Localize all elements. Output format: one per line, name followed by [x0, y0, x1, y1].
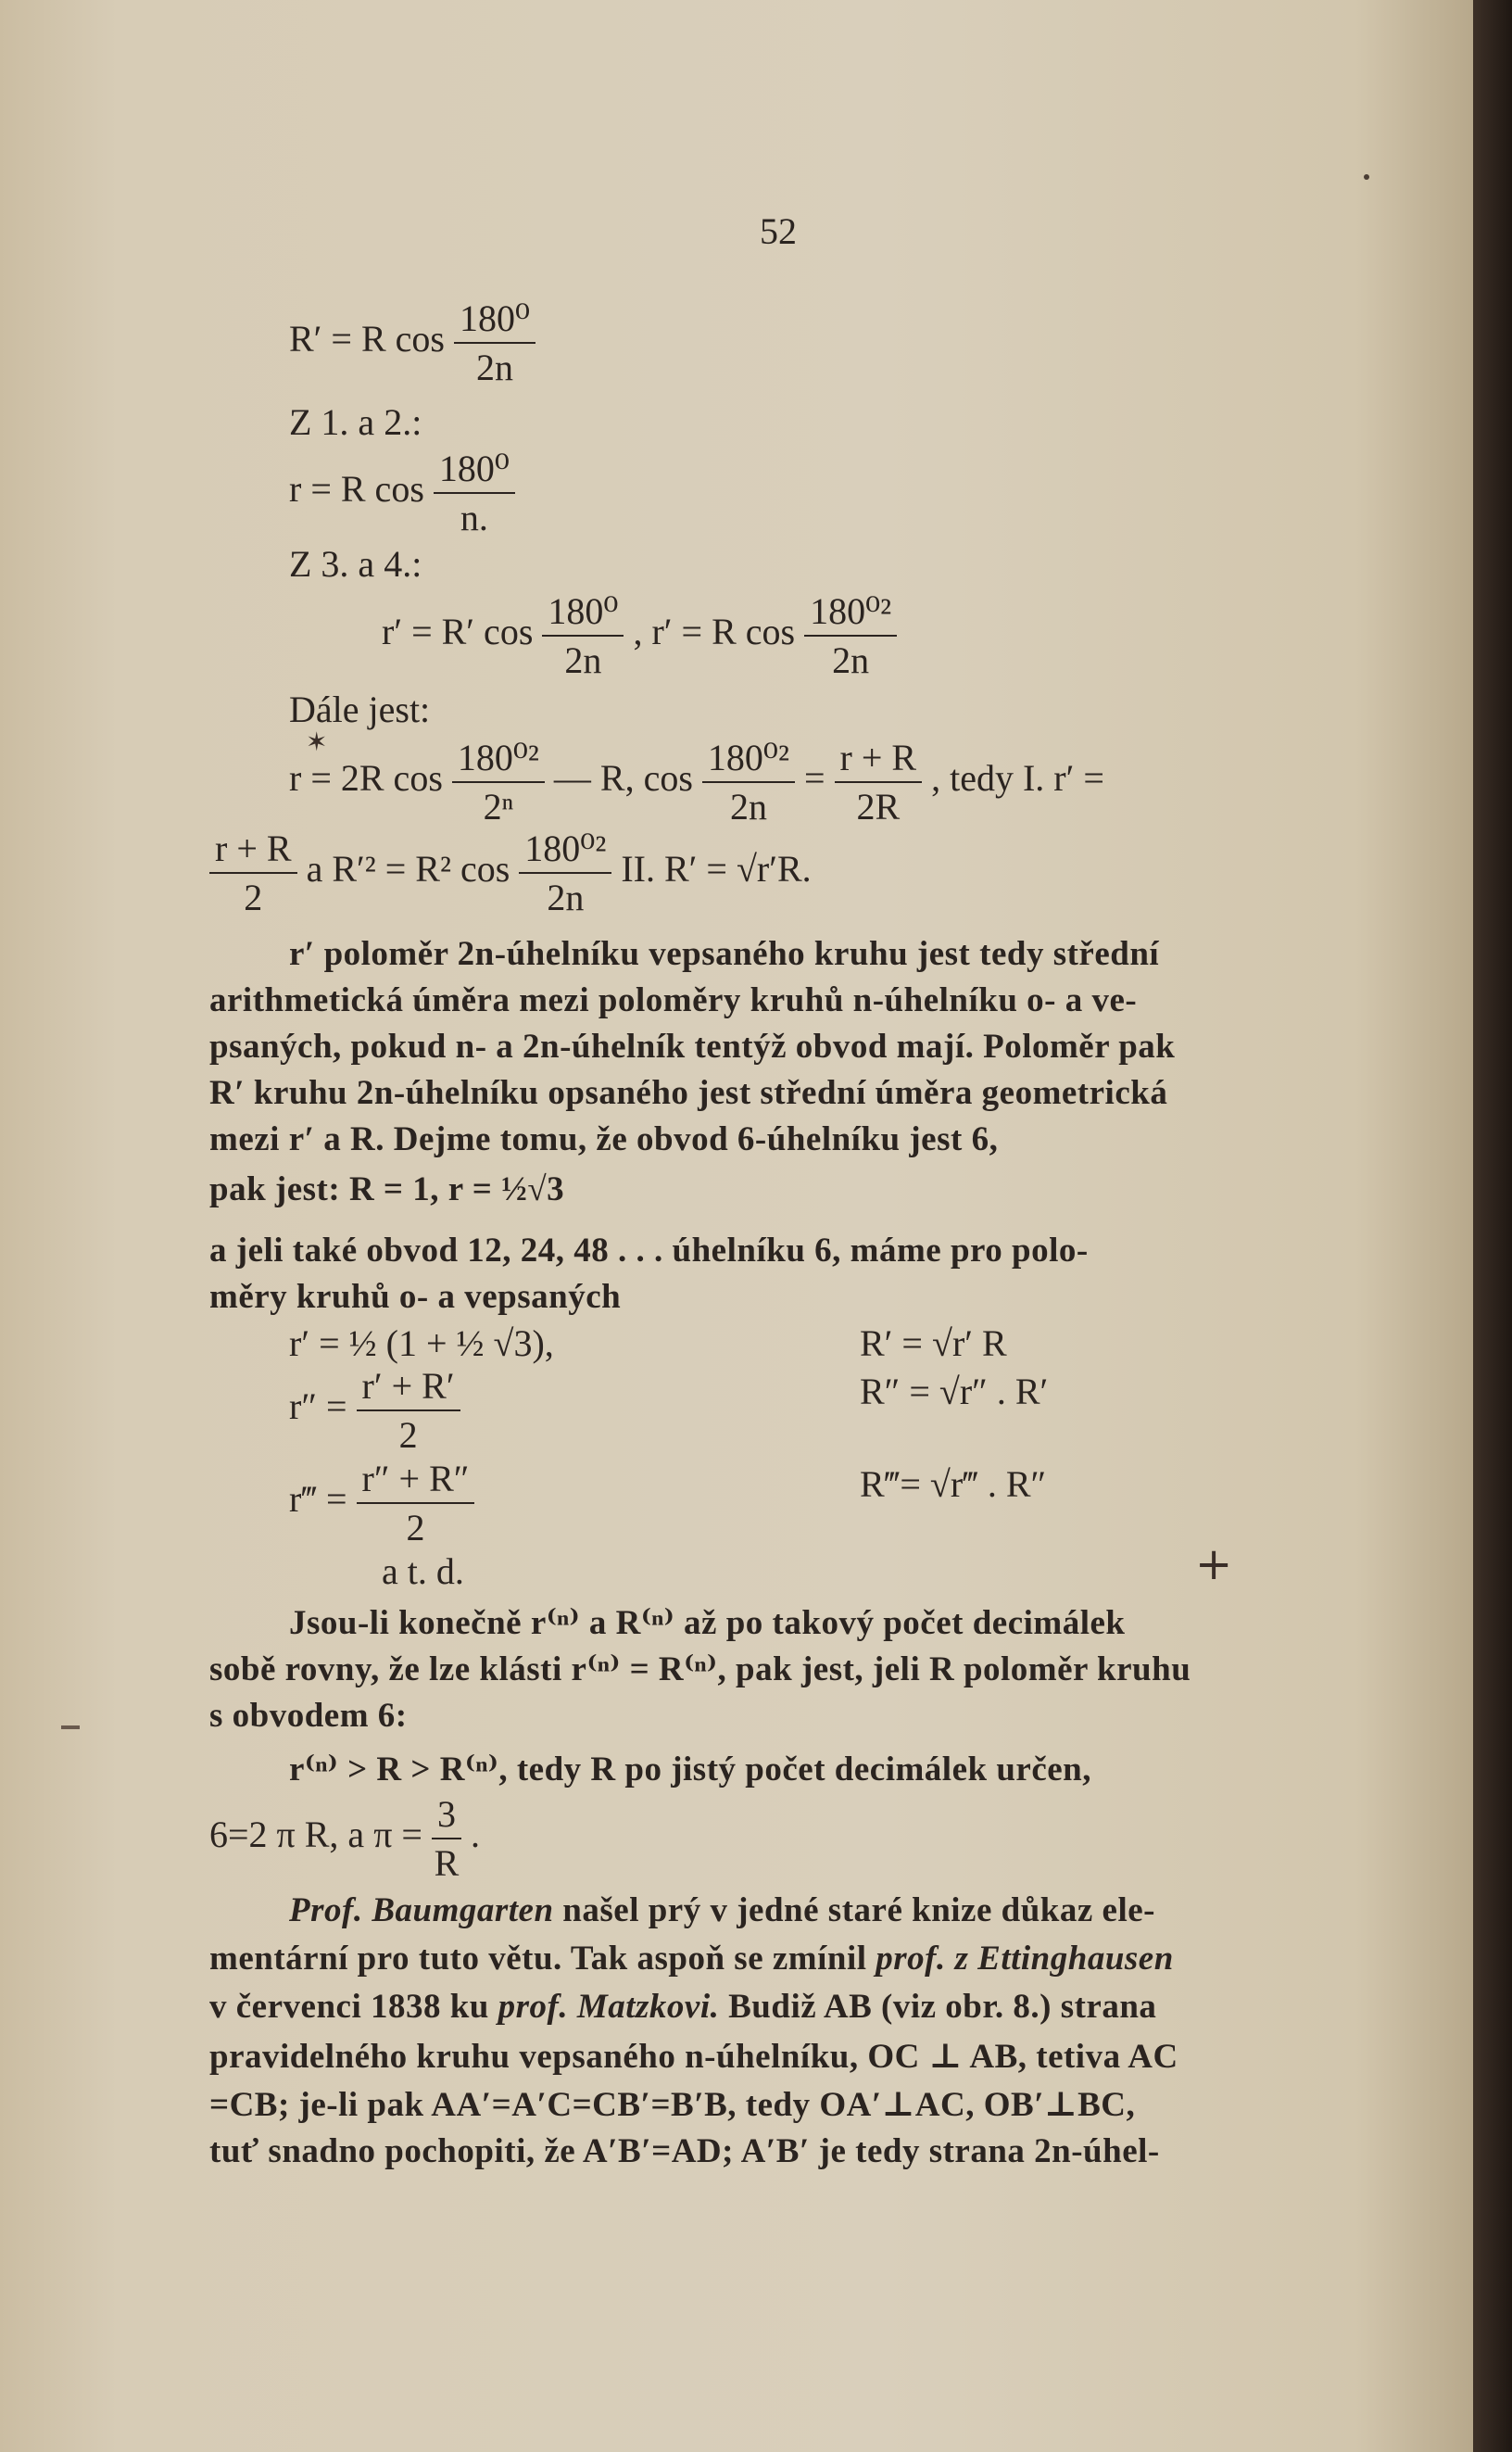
fraction — [702, 736, 795, 828]
text-line — [289, 1890, 1155, 1930]
formula-text: , tedy I. r′ = — [931, 757, 1104, 800]
formula-text: = — [803, 757, 825, 800]
text-line: pak jest: R = 1, r = ½√3 — [209, 1170, 565, 1208]
series-r3 — [289, 1457, 474, 1549]
text-line — [209, 1987, 1156, 2027]
formula-r-prime — [289, 297, 536, 389]
formula-text: 6=2 π R, a π = — [209, 1814, 422, 1856]
fraction-numerator: 180⁰² — [702, 736, 795, 783]
text-line: r′ poloměr 2n-úhelníku vepsaného kruhu jest tedy střední — [289, 935, 1160, 973]
fraction — [357, 1457, 475, 1549]
etc-label: a t. d. — [382, 1550, 464, 1592]
speck-mark — [61, 1725, 80, 1729]
fraction — [542, 589, 624, 682]
fraction-denominator: 2 — [406, 1507, 425, 1548]
formula-r-prime-relations — [382, 589, 897, 682]
text-fragment: mentární pro tuto větu. Tak aspoň se zmínil — [209, 1940, 876, 1978]
text-line: psaných, pokud n- a 2n-úhelník tentýž obvod mají. Poloměr pak — [209, 1028, 1176, 1066]
fraction — [452, 736, 545, 828]
fraction-denominator: 2n — [564, 639, 602, 681]
person-name: Prof. Baumgarten — [289, 1891, 554, 1929]
text-fragment: našel prý v jedné staré knize důkaz ele- — [553, 1891, 1155, 1929]
series-r2 — [289, 1364, 460, 1457]
fraction-denominator: 2n — [729, 786, 767, 828]
text-fragment: v červenci 1838 ku — [209, 1988, 498, 2026]
formula-identity-I — [289, 736, 1104, 828]
fraction-denominator: 2n — [476, 347, 514, 388]
book-spine-edge — [1473, 0, 1512, 2452]
text-line: s obvodem 6: — [209, 1697, 408, 1735]
fraction-numerator: r + R — [209, 827, 297, 874]
person-name: prof. Matzkovi. — [498, 1988, 720, 2026]
fraction — [835, 736, 923, 828]
fraction-denominator: n. — [460, 497, 488, 538]
formula-text: II. R′ = √r′R. — [621, 848, 812, 891]
text-line: Jsou-li konečně r⁽ⁿ⁾ a R⁽ⁿ⁾ až po takový počet decimálek — [289, 1604, 1126, 1642]
fraction — [434, 447, 515, 539]
formula-identity-II — [209, 827, 812, 919]
fraction — [454, 297, 536, 389]
text-line: r⁽ⁿ⁾ > R > R⁽ⁿ⁾, tedy R po jistý počet decimálek určen, — [289, 1751, 1091, 1788]
fraction — [357, 1364, 460, 1457]
fraction-numerator: 180⁰ — [434, 447, 515, 494]
fraction-denominator: 2n — [832, 639, 870, 681]
speck-mark — [1364, 174, 1369, 180]
formula-text: a R′² = R² cos — [306, 848, 510, 891]
text-line: mezi r′ a R. Dejme tomu, že obvod 6-úhelníku jest 6, — [209, 1120, 999, 1158]
fraction-numerator: 180⁰ — [542, 589, 624, 637]
fraction-denominator: 2 — [244, 877, 263, 918]
person-name: prof. z Ettinghausen — [876, 1940, 1174, 1978]
fraction-numerator: r + R — [835, 736, 923, 783]
series-R2: R″ = √r″ . R′ — [860, 1371, 1049, 1412]
fraction-denominator: R — [434, 1842, 460, 1884]
text-line: pravidelného kruhu vepsaného n-úhelníku, OC ⊥ AB, tetiva AC — [209, 2038, 1178, 2076]
fraction-numerator: r′ + R′ — [357, 1364, 460, 1411]
formula-text: r′ = R′ cos — [382, 611, 534, 653]
text-line: =CB; je-li pak AA′=A′C=CB′=B′B, tedy OA′⊥AC, OB′⊥BC, — [209, 2086, 1136, 2124]
asterisk-mark: ✶ — [306, 727, 328, 757]
text-line: arithmetická úměra mezi poloměry kruhů n-úhelníku o- a ve- — [209, 981, 1138, 1019]
text-fragment: Budiž AB (viz obr. 8.) strana — [719, 1988, 1157, 2026]
step-label: Z 1. a 2.: — [289, 401, 422, 443]
formula-text: r″ = — [289, 1385, 347, 1428]
fraction-numerator: 180⁰² — [452, 736, 545, 783]
series-R1: R′ = √r′ R — [860, 1322, 1007, 1364]
pi-formula — [209, 1792, 480, 1885]
text-line: a jeli také obvod 12, 24, 48 . . . úhelníku 6, máme pro polo- — [209, 1232, 1089, 1270]
formula-text: r‴ = — [289, 1478, 347, 1521]
fraction — [209, 827, 297, 919]
text-line: měry kruhů o- a vepsaných — [209, 1278, 622, 1316]
fraction-denominator: 2n — [547, 877, 585, 918]
page-number: 52 — [760, 210, 797, 252]
fraction-denominator: 2ⁿ — [483, 786, 514, 828]
formula-text: . — [470, 1814, 480, 1856]
formula-text: , r′ = R cos — [633, 611, 796, 653]
cross-mark: + — [1195, 1538, 1233, 1590]
text-line — [209, 1939, 1174, 1978]
fraction-numerator: 3 — [432, 1792, 461, 1839]
fraction — [432, 1792, 461, 1885]
dale-jest-label: Dále jest: — [289, 689, 431, 730]
text-line: R′ kruhu 2n-úhelníku opsaného jest střední úměra geometrická — [209, 1074, 1168, 1112]
fraction-denominator: 2R — [856, 786, 901, 828]
formula-r — [289, 447, 515, 539]
fraction-denominator: 2 — [398, 1414, 418, 1456]
series-r1: r′ = ½ (1 + ½ √3), — [289, 1322, 554, 1364]
series-R3: R‴= √r‴ . R″ — [860, 1463, 1047, 1505]
fraction — [804, 589, 897, 682]
fraction-numerator: r″ + R″ — [357, 1457, 475, 1504]
text-line: tuť snadno pochopiti, že A′B′=AD; A′B′ je tedy strana 2n-úhel- — [209, 2132, 1160, 2170]
step-label: Z 3. a 4.: — [289, 543, 422, 585]
formula-text: r = 2R cos — [289, 757, 443, 800]
fraction-numerator: 180⁰ — [454, 297, 536, 344]
formula-text: — R, cos — [553, 757, 693, 800]
fraction — [519, 827, 611, 919]
formula-text: r = R cos — [289, 468, 424, 511]
text-line: sobě rovny, že lze klásti r⁽ⁿ⁾ = R⁽ⁿ⁾, pak jest, jeli R poloměr kruhu — [209, 1650, 1191, 1688]
fraction-numerator: 180⁰² — [804, 589, 897, 637]
formula-text: R′ = R cos — [289, 318, 445, 360]
fraction-numerator: 180⁰² — [519, 827, 611, 874]
